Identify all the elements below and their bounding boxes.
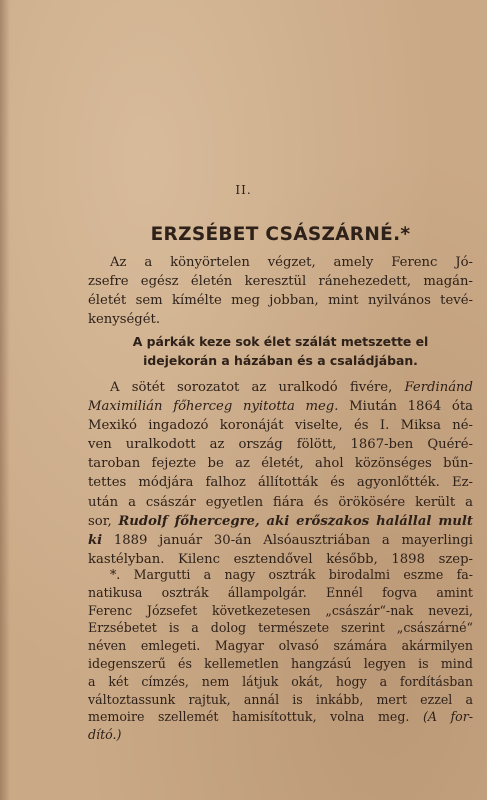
footnote-text: memoire szellemét hamisítottuk, volna meg. — [88, 709, 410, 725]
body-text: A sötét sorozatot az uralkodó fivére, — [110, 380, 405, 395]
body-italic-text: ki — [88, 532, 103, 548]
body-paragraph — [88, 378, 473, 569]
intro-line: Az a könyörtelen végzet, amely Ferenc Jó- — [110, 255, 473, 270]
body-line — [88, 397, 473, 416]
body-line — [88, 531, 473, 550]
body-line: tettes módjára falhoz állították és agyonlőtték. Ez- — [88, 475, 473, 491]
body-italic-text: Maximilián főherceg nyitotta meg. — [88, 399, 339, 415]
subheading-line: A párkák keze sok élet szálát metszette el — [132, 334, 429, 349]
footnote-line: *. Margutti a nagy osztrák birodalmi eszme fa- — [110, 567, 473, 582]
body-line: ven uralkodott az ország fölött, 1867-ben Quéré- — [88, 437, 473, 453]
intro-paragraph — [88, 253, 473, 329]
chapter-number: II. — [235, 183, 252, 197]
footnote-line: Ferenc Józsefet következetesen „császár“-nak nevezi, — [88, 602, 473, 618]
footnote-line — [88, 708, 473, 726]
body-line — [88, 512, 473, 531]
page-gutter-shadow — [0, 0, 10, 800]
body-text: Miután 1864 óta — [338, 399, 473, 415]
body-italic-text: Rudolf főhercegre, aki erőszakos halállal mult — [118, 513, 473, 529]
footnote-line: Erzsébetet is a dolog természete szerint „császárné“ — [88, 620, 473, 636]
footnote-line: natikusa osztrák állampolgár. Ennél fogva amint — [88, 584, 473, 600]
body-line: kastélyban. Kilenc esztendővel később, 1898 szep- — [88, 551, 473, 567]
footnote-line: idegenszerű és kellemetlen hangzású legyen is mind — [88, 655, 473, 671]
footnote-line: változtassunk rajtuk, annál is inkább, mert ezzel a — [88, 691, 473, 707]
footnote-line: a két címzés, nem látjuk okát, hogy a fordításban — [88, 673, 473, 689]
footnote-line: dító.) — [88, 727, 122, 743]
subheading — [88, 333, 473, 370]
body-text: sor, — [88, 513, 119, 529]
body-italic-text: Ferdinánd — [404, 380, 473, 395]
intro-line: zsefre egész életén keresztül ránehezedett, magán- — [88, 274, 473, 290]
body-text: 1889 január 30-án Alsóausztriában a mayerlingi — [102, 532, 473, 548]
body-line — [88, 378, 473, 397]
footnote-line: néven emlegeti. Magyar olvasó számára akármilyen — [88, 638, 473, 654]
intro-line: kenységét. — [88, 312, 161, 328]
body-line: Mexikó ingadozó koronáját viselte, és I. Miksa né- — [88, 418, 473, 434]
footnote — [88, 566, 473, 744]
body-line: taroban fejezte be az életét, ahol közönséges bűn- — [88, 456, 473, 472]
footnote-credit: (A for- — [422, 709, 473, 725]
body-line: után a császár egyetlen fiára és örökösére került a — [88, 494, 473, 510]
chapter-title: ERZSÉBET CSÁSZÁRNÉ.* — [150, 224, 411, 245]
subheading-line: idejekorán a házában és a családjában. — [143, 352, 418, 368]
intro-line: életét sem kímélte meg jobban, mint nyilvános tevé- — [88, 293, 473, 309]
